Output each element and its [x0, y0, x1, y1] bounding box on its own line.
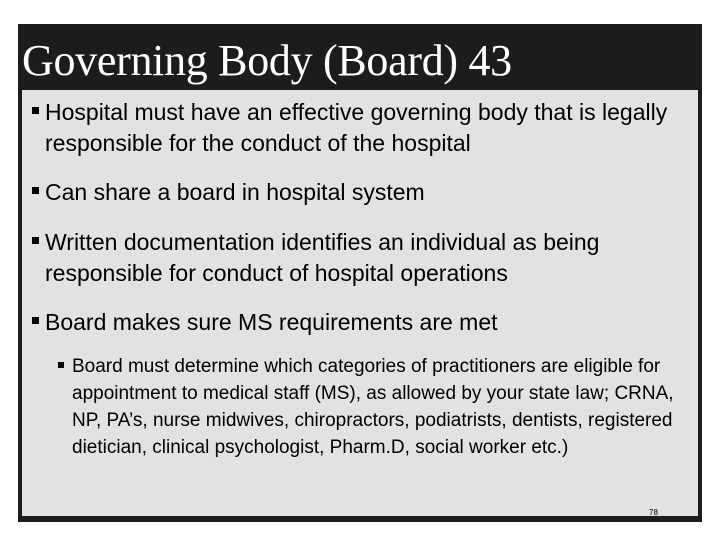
bullet-marker-icon [32, 317, 39, 324]
bullet-marker-icon [32, 187, 39, 194]
sub-bullet-item [58, 353, 678, 461]
bullet-text: Written documentation identifies an individual as being responsible for conduct of hospital operations [45, 229, 600, 286]
bullet-marker-icon [32, 237, 39, 244]
bullet-text: Can share a board in hospital system [45, 179, 425, 205]
page-number: 78 [649, 508, 658, 517]
sub-bullet-text: Board must determine which categories of practitioners are eligible for appointment to medical staff (MS), as allowed by your state law; CRNA, NP, PA’s, nurse midwives, chiropractors, podiatrists, dentists, registered dietician, clinical psychologist, Pharm.D, social worker etc.) [72, 356, 674, 458]
bullet-text: Board makes sure MS requirements are met [45, 309, 498, 335]
bullet-item [32, 177, 692, 208]
bullet-item [32, 97, 692, 159]
slide-title: Governing Body (Board) 43 [22, 36, 512, 85]
bullet-item [32, 307, 692, 338]
bullet-marker-icon [32, 107, 39, 114]
sub-bullet-marker-icon [58, 362, 64, 368]
bullet-text: Hospital must have an effective governing body that is legally responsible for the conduct of the hospital [45, 99, 668, 156]
bullet-item [32, 227, 692, 289]
